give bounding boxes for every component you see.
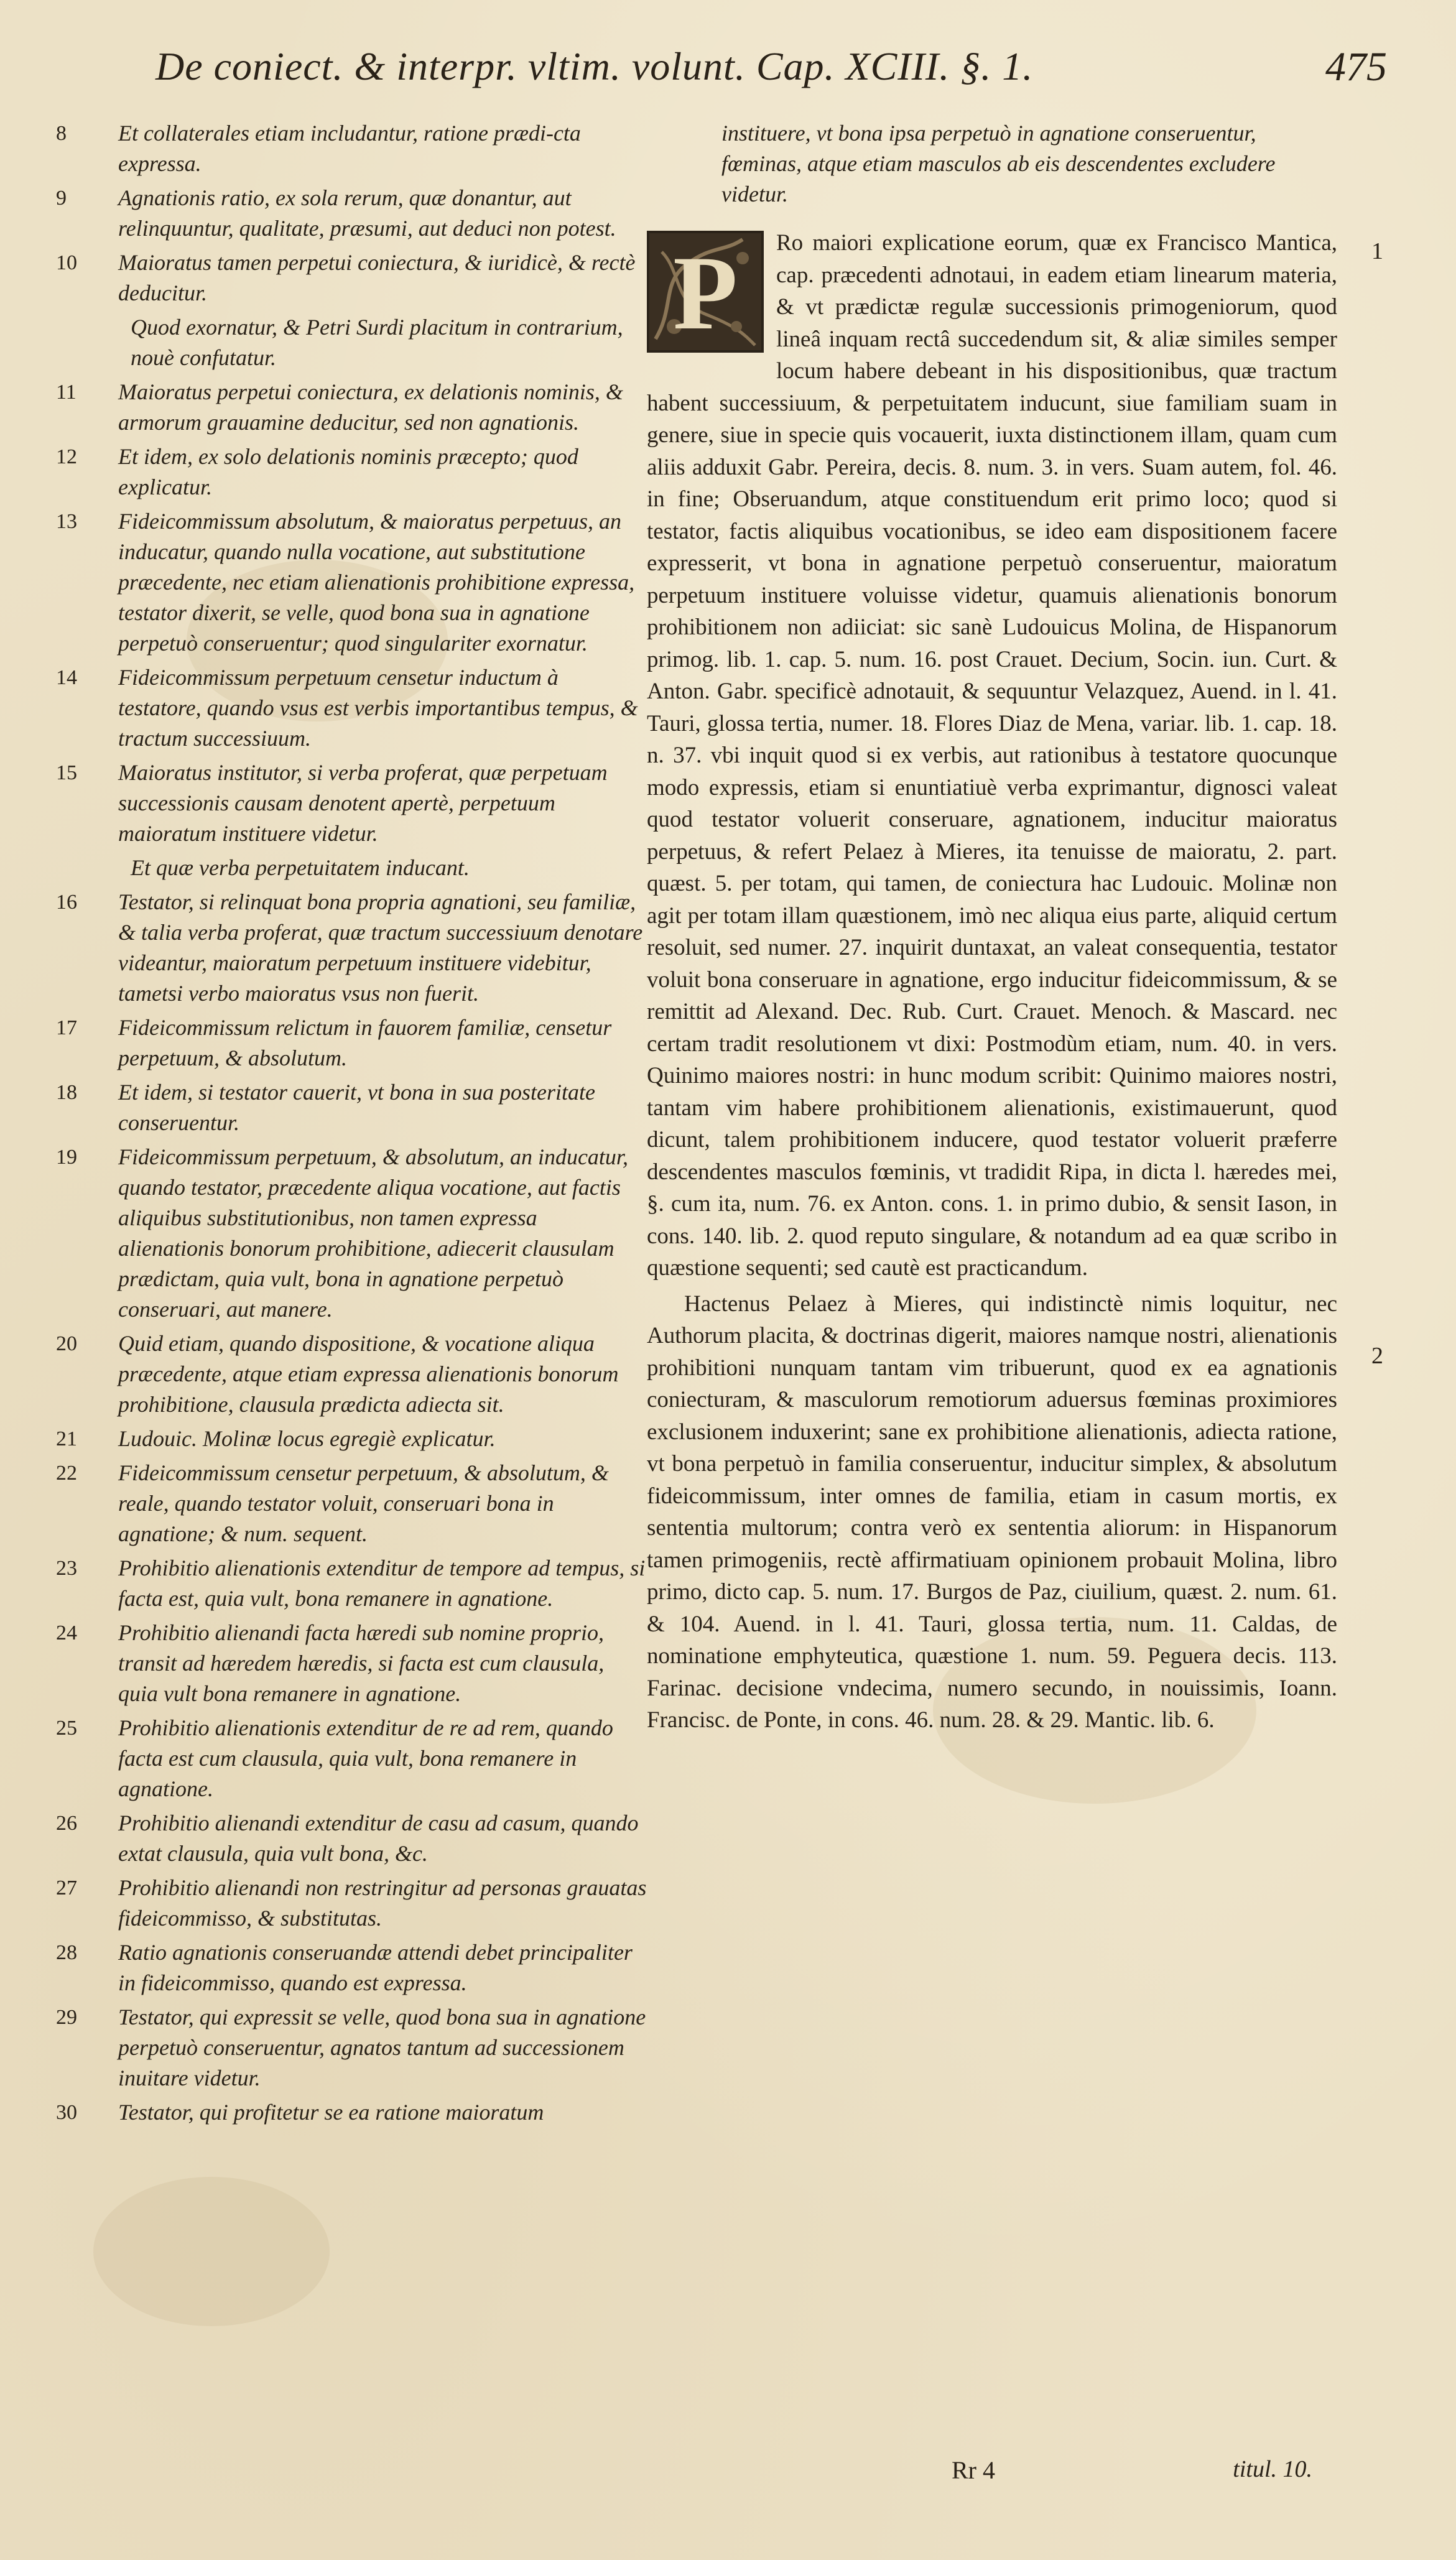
entry-text: Prohibitio alienandi extenditur de casu ad casum, quando extat clausula, quia vult bona, &c. [118,1811,639,1866]
summary-column [56,118,647,2131]
entry-number: 21 [56,1427,77,1450]
summary-entry [56,1808,647,1869]
entry-number: 22 [56,1462,77,1485]
summary-continuation: instituere, vt bona ipsa perpetuò in agnatione conseruentur, fœminas, atque etiam masculos ab eis descendentes excludere videtur. [721,121,1276,206]
entry-number: 25 [56,1717,77,1740]
summary-entry [56,248,647,308]
page-header [155,44,1387,106]
signature-mark: Rr 4 [952,2456,995,2484]
summary-entry [56,1937,647,1998]
entry-number: 10 [56,251,77,274]
entry-text: Maioratus tamen perpetui coniectura, & iuridicè, & rectè deducitur. [118,250,636,305]
entry-text: Fideicommissum perpetuum censetur inductum à testatore, quando vsus est verbis importantibus tempus, & tractum successiuum. [118,665,638,751]
summary-entry [56,1553,647,1614]
running-head: De coniect. & interpr. vltim. volunt. Cap. XCIII. §. 1. [155,44,1034,88]
entry-text: Quid etiam, quando dispositione, & vocatione aliqua præcedente, atque etiam expressa alienationis bonorum prohibitione, clausula prædicta adiecta sit. [118,1331,619,1417]
entry-text: Ludouic. Molinæ locus egregiè explicatur. [118,1426,496,1451]
dropcap-letter: P [673,234,738,351]
ornamental-initial [647,231,764,353]
summary-entry [56,1013,647,1074]
entry-number: 13 [56,510,77,533]
entry-number: 9 [56,187,67,210]
summary-entry [56,118,647,179]
entry-text: Fideicommissum censetur perpetuum, & absolutum, & reale, quando testator voluit, conseruari bona in agnatione; & num. sequent. [118,1460,609,1546]
entry-number: 17 [56,1016,77,1039]
entry-number: 19 [56,1146,77,1169]
summary-entry [56,2097,647,2128]
entry-text: Et idem, si testator cauerit, vt bona in sua posteritate conseruentur. [118,1080,595,1135]
entry-number: 24 [56,1621,77,1644]
summary-entry [56,1329,647,1420]
entry-number: 23 [56,1557,77,1580]
paragraph-text: Hactenus Pelaez à Mieres, qui indistinctè nimis loquitur, nec Authorum placita, & doctrinas digerit, maiores namque nostri, alienationis prohibitioni nunquam tantam vim tribuerunt, quod ex ea agnationis coniecturam, & masculorum remotiorum aduersus fœminas proximiores exclusionem induxerint; sane ex prohibitione alienationis, adiecta ratione, vt bona perpetuò in familia conseruentur, inducitur simplex, & absolutum fideicommissum, inter omnes de familia, etiam in casum mortis, ex sententia multorum; contra verò ex sententia aliorum: in Hispanorum tamen primogeniis, rectè affirmatiuam opinionem probauit Molina, libro primo, dicto cap. 5. num. 17. Burgos de Paz, ciuilium, quæst. 2. num. 61. & 104. Auend. in l. 41. Tauri, glossa tertia, num. 11. Caldas, de nominatione emphyteutica, quæstione 1. num. 59. Peguera decis. 113. Farinac. decisione vndecima, numero secundo, in nouissimis, Ioann. Francisc. de Ponte, in cons. 46. num. 28. & 29. Mantic. lib. 6. [647,1291,1337,1733]
entry-text: Prohibitio alienandi non restringitur ad personas grauatas fideicommisso, & substitutas. [118,1875,647,1931]
entry-text: Maioratus perpetui coniectura, ex delationis nominis, & armorum grauamine deducitur, sed non agnationis. [118,379,623,435]
margin-note: 1 [1371,238,1383,264]
entry-text: Fideicommissum perpetuum, & absolutum, an inducatur, quando testator, præcedente aliqua vocatione, aut factis aliquibus substitutionibus, non tamen expressa alienationis bonorum prohibitione, adiecerit clausulam prædictam, quia vult, bona in agnatione perpetuò conseruari, aut manere. [118,1144,628,1322]
page-footer [952,2456,1312,2493]
entry-number: 8 [56,122,67,145]
entry-number: 28 [56,1941,77,1964]
main-text-column [647,118,1337,1737]
entry-number: 27 [56,1876,77,1899]
entry-text: Ratio agnationis conseruandæ attendi debet principaliter in fideicommisso, quando est expressa. [118,1940,633,1995]
entry-text: Testator, qui expressit se velle, quod bona sua in agnatione perpetuò conseruentur, agnatos tantum ad successionem inuitare videtur. [118,2005,646,2090]
entry-number: 30 [56,2101,77,2124]
entry-text: Et idem, ex solo delationis nominis præcepto; quod explicatur. [118,444,578,499]
entry-text: Maioratus institutor, si verba proferat, quæ perpetuam successionis causam denotent apertè, perpetuum maioratum instituere videtur. [118,760,608,846]
entry-number: 12 [56,445,77,468]
summary-entry [56,377,647,438]
entry-text: Prohibitio alienandi facta hæredi sub nomine proprio, transit ad hæredem hæredis, si facta est cum clausula, quia vult bona remanere in agnatione. [118,1620,605,1706]
summary-entry [56,1424,647,1454]
entry-number: 11 [56,381,77,404]
summary-entry [56,1458,647,1549]
entry-number: 20 [56,1332,77,1355]
summary-subentry [56,312,647,373]
summary-entry [56,442,647,503]
summary-entry [56,183,647,244]
paper-stain [93,2177,330,2326]
summary-entry [56,1142,647,1325]
summary-entry [56,1873,647,1934]
entry-number: 15 [56,761,77,784]
summary-entry [56,1713,647,1804]
summary-entry [56,887,647,1009]
page-number: 475 [1325,44,1387,90]
entry-text: Quod exornatur, & Petri Surdi placitum in contrarium, nouè confutatur. [131,315,623,370]
summary-entry [56,506,647,659]
entry-number: 18 [56,1081,77,1104]
catchword: titul. 10. [1233,2456,1312,2482]
entry-text: Agnationis ratio, ex sola rerum, quæ donantur, aut relinquuntur, qualitate, præsumi, aut deduci non potest. [118,185,616,241]
entry-text: Prohibitio alienationis extenditur de tempore ad tempus, si facta est, quia vult, bona remanere in agnatione. [118,1556,646,1611]
entry-text: Prohibitio alienationis extenditur de re ad rem, quando facta est cum clausula, quia vult, bona remanere in agnatione. [118,1715,613,1801]
entry-text: Fideicommissum relictum in fauorem familiæ, censetur perpetuum, & absolutum. [118,1015,612,1070]
body-paragraph [647,227,1337,1284]
entry-number: 14 [56,666,77,689]
body-paragraph [647,1288,1337,1737]
entry-text: Testator, qui profitetur se ea ratione maioratum [118,2100,544,2125]
entry-number: 29 [56,2006,77,2029]
paragraph-text: Ro maiori explicatione eorum, quæ ex Francisco Mantica, cap. præcedenti adnotaui, in eadem etiam linearum materia, & vt prædictæ regulæ successionis primogeniorum, quod lineâ inquam rectâ succedendum sit, & aliæ similes semper locum habere debeant in his dispositionibus, quæ tractum habent successiuum, & perpetuitatem inducunt, siue familiam suam in genere, siue in specie quis vocauerit, iuxta distinctionem illam, quam cum aliis adduxit Gabr. Pereira, decis. 8. num. 3. in vers. Suam autem, fol. 46. in fine; Obseruandum, atque constituendum erit primo loco; quod si testator, factis aliquibus vocationibus, se ideo eam dispositionem facere expresserit, vt bona in agnatione perpetuò conseruentur, maioratum perpetuum instituere voluisse videtur, quamuis alienationis bonorum prohibitionem non adiiciat: sic sanè Ludouicus Molina, de Hispanorum primog. lib. 1. cap. 5. num. 16. post Crauet. Decium, Socin. iun. Curt. & Anton. Gabr. specificè adnotauit, & sequuntur Velazquez, Auend. in l. 41. Tauri, glossa tertia, numer. 18. Flores Diaz de Mena, variar. lib. 1. cap. 18. n. 37. vbi inquit quod si ex verbis, aut rationibus à testatore quocunque modo expressis, etiam si enuntiatiuè verba exprimantur, dignosci valeat quod testator voluerit conseruare, agnationem, inducitur maioratus perpetuus, & refert Pelaez à Mieres, ita tenuisse de maioratu, 2. part. quæst. 5. per totam, qui tamen, de coniectura hac Ludouic. Molinæ non agit per totam illam quæstionem, imò nec aliqua eius parte, aliquid certum resoluit, sed numer. 27. inquirit duntaxat, an valeat consequentia, testator voluit bona conseruare in agnatione, ergo inducitur fideicommissum, & se remittit ad Alexand. Dec. Rub. Curt. Crauet. Menoch. & Mascard. nec certam tradit resolutionem vt dixi: Postmodùm etiam, num. 40. in vers. Quinimo maiores nostri: in hunc modum scribit: Quinimo maiores nostri, tantam vim habere prohibitionem alienationis, existimauerunt, quod dicunt, talem prohibitionem inducere, quod testator voluerit præferre descendentes masculos fœminis, vt tradidit Ripa, in dicta l. hæredes mei, §. cum ita, num. 76. ex Anton. cons. 1. in primo dubio, & sensit Iason, in cons. 140. lib. 2. quod reputo singulare, & notandum ad ea quæ scribo in quæstione sequenti; sed cautè est practicandum. [647,230,1337,1281]
summary-entry [56,662,647,754]
entry-number: 16 [56,891,77,914]
summary-entry [56,758,647,849]
summary-entry [56,1077,647,1138]
entry-text: Testator, si relinquat bona propria agnationi, seu familiæ, & talia verba proferat, quæ tractum successiuum denotare videantur, maioratum perpetuum instituere videbitur, tametsi verbo maioratus vsus non fuerit. [118,889,643,1006]
summary-entry [56,1618,647,1709]
margin-note: 2 [1371,1343,1383,1369]
entry-text: Et collaterales etiam includantur, ratione prædi-cta expressa. [118,121,581,176]
summary-subentry [56,853,647,883]
summary-entry [56,2002,647,2094]
entry-text: Et quæ verba perpetuitatem inducant. [131,855,470,880]
entry-text: Fideicommissum absolutum, & maioratus perpetuus, an inducatur, quando nulla vocatione, aut substitutione præcedente, nec etiam alienationis prohibitione expressa, testator dixerit, se velle, quod bona sua in agnatione perpetuò conseruentur; quod singulariter exornatur. [118,509,635,656]
entry-number: 26 [56,1812,77,1835]
